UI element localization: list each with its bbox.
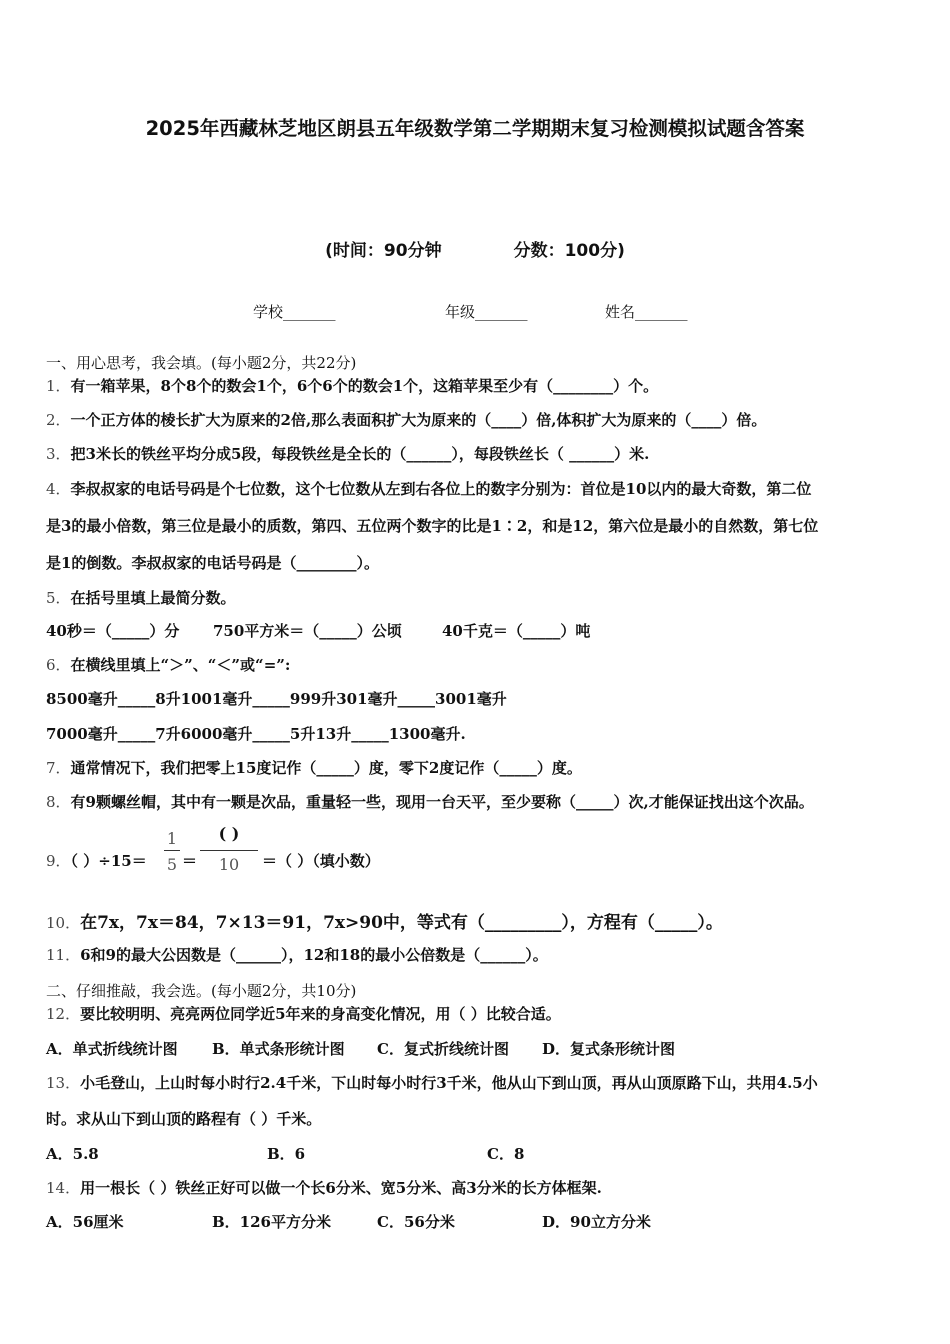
option-text: B．单式条形统计图 [212, 1040, 345, 1058]
question-text: 有一箱苹果，8个8个的数会1个，6个6个的数会1个，这箱苹果至少有（________）个。 [70, 377, 659, 395]
blank-denominator: 10 [218, 855, 240, 874]
fraction-bar [164, 850, 180, 851]
option-text: B．6 [267, 1145, 306, 1163]
question-number: 10． [46, 914, 81, 932]
question-3 [46, 445, 649, 463]
question-13-line2 [46, 1110, 321, 1128]
question-5-item-a [46, 622, 179, 640]
option-d[interactable] [542, 1213, 651, 1231]
question-8 [46, 793, 814, 811]
fraction-numerator: 1 [166, 829, 178, 848]
option-c[interactable] [377, 1213, 455, 1231]
question-text: 通常情况下，我们把零上15度记作（_____）度，零下2度记作（_____）度。 [70, 759, 582, 777]
option-b[interactable] [212, 1040, 345, 1058]
option-text: B．126平方分米 [212, 1213, 331, 1231]
question-number: 12． [46, 1005, 81, 1023]
option-a[interactable] [46, 1040, 178, 1058]
item-text: 40千克＝（_____）吨 [442, 622, 591, 640]
page-title: 2025年西藏林芝地区朗县五年级数学第二学期期末复习检测模拟试题含答案 [145, 117, 805, 140]
question-9 [46, 852, 147, 870]
section-1-heading: 一、用心思考，我会填。(每小题2分，共22分) [46, 354, 357, 372]
option-text: D．复式条形统计图 [542, 1040, 676, 1058]
option-text: A．单式折线统计图 [46, 1040, 178, 1058]
equals-text: ＝ [182, 852, 198, 870]
question-text: 6和9的最大公因数是（______），12和18的最小公倍数是（______）。 [80, 946, 548, 964]
question-text-line2: 是3的最小倍数，第三位是最小的质数，第四、五位两个数字的比是1∶2，和是12，第六位是最小的自然数，第七位 [46, 517, 819, 535]
question-4 [46, 480, 811, 498]
option-text: D．90立方分米 [542, 1213, 651, 1231]
question-5 [46, 589, 236, 607]
question-number: 1． [46, 377, 71, 395]
option-d[interactable] [542, 1040, 675, 1058]
question-text: 在括号里填上最简分数。 [70, 589, 236, 607]
option-text: C．56分米 [377, 1213, 455, 1231]
question-number: 7． [46, 759, 71, 777]
fraction-denominator: 5 [166, 855, 178, 874]
option-a[interactable] [46, 1145, 99, 1163]
exam-score: 分数：100分) [513, 241, 625, 261]
question-text-line3: 是1的倒数。李叔叔家的电话号码是（________）。 [46, 554, 379, 572]
question-number: 8． [46, 793, 71, 811]
option-b[interactable] [212, 1213, 331, 1231]
question-5-item-c [442, 622, 590, 640]
question-text: 在横线里填上“＞”、“＜”或“=”: [70, 656, 291, 674]
item-text: 750平方米＝（_____）公顷 [213, 622, 402, 640]
question-number: 6． [46, 656, 71, 674]
option-text: A．56厘米 [46, 1213, 124, 1231]
option-c[interactable] [487, 1145, 524, 1163]
school-field[interactable]: 学校_______ [253, 303, 336, 321]
question-2 [46, 411, 766, 429]
option-b[interactable] [267, 1145, 305, 1163]
question-12 [46, 1005, 561, 1023]
question-part1: （ ）÷15＝ [70, 852, 147, 870]
option-text: C．8 [487, 1145, 525, 1163]
option-c[interactable] [377, 1040, 509, 1058]
question-text-line1: 小毛登山，上山时每小时行2.4千米，下山时每小时行3千米，他从山下到山顶，再从山顶原路下山，共用4.5小 [80, 1074, 818, 1092]
question-number: 14． [46, 1179, 81, 1197]
question-9-part2 [262, 852, 380, 870]
question-6 [46, 656, 290, 674]
grade-field[interactable]: 年级_______ [445, 303, 528, 321]
question-text: 有9颗螺丝帽，其中有一颗是次品，重量轻一些，现用一台天平，至少要称（_____）次,才能保证找出这个次品。 [70, 793, 814, 811]
question-4-line2 [46, 517, 818, 535]
question-number: 13． [46, 1074, 81, 1092]
question-10 [46, 908, 723, 933]
question-text-line2: 时。求从山下到山顶的路程有（ ）千米。 [46, 1110, 322, 1128]
question-14 [46, 1179, 602, 1197]
question-number: 4． [46, 480, 71, 498]
question-text: 一个正方体的棱长扩大为原来的2倍,那么表面积扩大为原来的（____）倍,体积扩大为原来的（____）倍。 [70, 411, 767, 429]
equals-sign [182, 852, 197, 870]
row-text: 7000毫升_____7升6000毫升_____5升13升_____1300毫升. [46, 725, 466, 743]
question-7 [46, 759, 582, 777]
question-1 [46, 377, 658, 395]
option-a[interactable] [46, 1213, 124, 1231]
question-text: 用一根长（ ）铁丝正好可以做一个长6分米、宽5分米、高3分米的长方体框架. [80, 1179, 602, 1197]
question-number: 11． [46, 946, 81, 964]
question-number: 9． [46, 852, 71, 870]
question-text: 在7x，7x＝84，7×13＝91，7x>90中，等式有（_________），方程有（_____）。 [80, 913, 723, 933]
question-text: 把3米长的铁丝平均分成5段，每段铁丝是全长的（______），每段铁丝长（ ______）米. [70, 445, 650, 463]
exam-meta [0, 236, 950, 261]
item-text: 40秒＝（_____）分 [46, 622, 180, 640]
option-text: A．5.8 [46, 1145, 99, 1163]
question-text-line1: 李叔叔家的电话号码是个七位数，这个七位数从左到右各位上的数字分别为：首位是10以内的最大奇数，第二位 [70, 480, 812, 498]
question-13 [46, 1074, 818, 1092]
row-text: 8500毫升_____8升1001毫升_____999升301毫升_____3001毫升 [46, 690, 507, 708]
question-6-row1 [46, 690, 507, 708]
section-2-heading: 二、仔细推敲，我会选。(每小题2分，共10分) [46, 982, 357, 1000]
blank-numerator[interactable]: ( ) [218, 824, 240, 843]
question-4-line3 [46, 554, 379, 572]
exam-time: (时间：90分钟 [325, 241, 442, 261]
question-5-item-b [213, 622, 402, 640]
option-text: C．复式折线统计图 [377, 1040, 509, 1058]
question-number: 5． [46, 589, 71, 607]
question-6-row2 [46, 725, 466, 743]
question-part2: ＝（ ）（填小数） [262, 852, 380, 870]
question-11 [46, 946, 548, 964]
question-text: 要比较明明、亮亮两位同学近5年来的身高变化情况，用（ ）比较合适。 [80, 1005, 561, 1023]
question-number: 2． [46, 411, 71, 429]
fraction-bar-2 [200, 850, 258, 851]
question-number: 3． [46, 445, 71, 463]
name-field[interactable]: 姓名_______ [605, 303, 688, 321]
